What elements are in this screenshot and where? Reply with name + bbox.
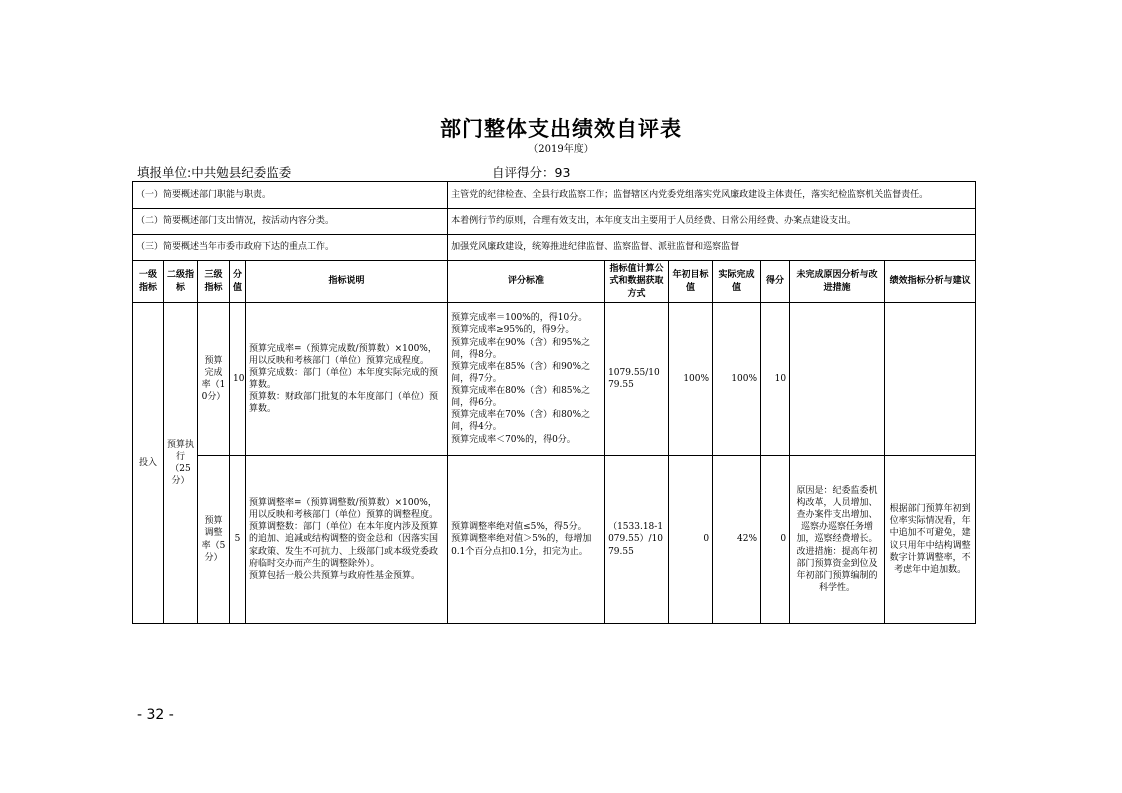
- summary-content: 本着例行节约原则，合理有效支出，本年度支出主要用于人员经费、日常公用经费、办案点建设支出。: [448, 209, 976, 235]
- header-level1: 一级指标: [133, 261, 164, 303]
- desc-line: 预算完成率=（预算完成数/预算数）×100%，用以反映和考核部门（单位）预算完成程度。: [249, 343, 437, 366]
- header-target: 年初目标值: [669, 261, 713, 303]
- header-formula: 指标值计算公式和数据获取方式: [605, 261, 669, 303]
- summary-label: （二）简要概述部门支出情况，按活动内容分类。: [133, 209, 448, 235]
- criteria-line: 预算完成率在90%（含）和95%之间，得8分。: [451, 337, 591, 360]
- summary-row: [133, 182, 976, 209]
- reporting-unit: 填报单位:中共勉县纪委监委: [137, 165, 292, 180]
- target-cell: 100%: [669, 303, 713, 456]
- header-criteria: 评分标准: [448, 261, 605, 303]
- score-cell: 10: [761, 303, 790, 456]
- desc-cell: [246, 456, 448, 624]
- actual-cell: 100%: [713, 303, 761, 456]
- criteria-line: 预算完成率＜70%的，得0分。: [451, 434, 576, 445]
- table-row: [133, 303, 976, 456]
- criteria-line: 预算完成率在70%（含）和80%之间，得4分。: [451, 410, 591, 433]
- desc-cell: [246, 303, 448, 456]
- criteria-line: 预算调整率绝对值≤5%，得5分。: [451, 522, 587, 533]
- summary-row: [133, 209, 976, 235]
- reason-cell: 原因是：纪委监委机构改革，人员增加、查办案件支出增加、巡察办巡察任务增加，巡察经费增长。改进措施：提高年初部门预算资金到位及年初部门预算编制的科学性。: [790, 456, 885, 624]
- desc-line: 预算包括一般公共预算与政府性基金预算。: [249, 570, 421, 581]
- header-score: 得分: [761, 261, 790, 303]
- table-row: [133, 456, 976, 624]
- year-label: （2019年度）: [528, 144, 594, 155]
- actual-cell: 42%: [713, 456, 761, 624]
- criteria-line: 预算完成率≥95%的，得9分。: [451, 325, 575, 336]
- level3-cell: 预算调整率（5分）: [198, 456, 230, 624]
- desc-line: 预算完成数：部门（单位）本年度实际完成的预算数。: [249, 367, 439, 390]
- summary-label: （三）简要概述当年市委市政府下达的重点工作。: [133, 235, 448, 261]
- header-row: [133, 261, 976, 303]
- criteria-cell: [448, 456, 605, 624]
- criteria-line: 预算完成率在85%（含）和90%之间，得7分。: [451, 361, 591, 384]
- score-cell: 0: [761, 456, 790, 624]
- formula-cell: 1079.55/1079.55: [605, 303, 669, 456]
- header-level3: 三级指标: [198, 261, 230, 303]
- summary-row: [133, 235, 976, 261]
- target-cell: 0: [669, 456, 713, 624]
- suggest-cell: 根据部门预算年初到位率实际情况看，年中追加不可避免，建议只用年中结构调整数字计算调整率，不考虑年中追加数。: [885, 456, 976, 624]
- evaluation-table: [132, 181, 976, 624]
- header-level2: 二级指标: [164, 261, 198, 303]
- header-reason: 未完成原因分析与改进措施: [790, 261, 885, 303]
- page-title: 部门整体支出绩效自评表: [440, 117, 682, 141]
- level3-cell: 预算完成率（10分）: [198, 303, 230, 456]
- header-desc: 指标说明: [246, 261, 448, 303]
- suggest-cell: [885, 303, 976, 456]
- header-actual: 实际完成值: [713, 261, 761, 303]
- desc-line: 预算调整数：部门（单位）在本年度内涉及预算的追加、追减或结构调整的资金总和（因落实国家政策、发生不可抗力、上级部门或本级党委政府临时交办而产生的调整除外）。: [249, 522, 439, 569]
- summary-content: 主管党的纪律检查、全县行政监察工作；监督辖区内党委党组落实党风廉政建设主体责任，落实纪检监察机关监督责任。: [448, 182, 976, 209]
- self-score: 自评得分：93: [492, 165, 571, 180]
- page-number: - 32 -: [137, 707, 174, 723]
- header-weight: 分值: [230, 261, 246, 303]
- criteria-cell: [448, 303, 605, 456]
- header-suggest: 绩效指标分析与建议: [885, 261, 976, 303]
- weight-cell: 10: [230, 303, 246, 456]
- criteria-line: 预算完成率在80%（含）和85%之间，得6分。: [451, 386, 591, 409]
- desc-line: 预算数：财政部门批复的本年度部门（单位）预算数。: [249, 392, 439, 415]
- criteria-line: 预算完成率＝100%的，得10分。: [451, 313, 588, 324]
- criteria-line: 预算调整率绝对值＞5%的，每增加0.1个百分点扣0.1分，扣完为止。: [451, 534, 592, 557]
- formula-cell: （1533.18-1079.55）/1079.55: [605, 456, 669, 624]
- desc-line: 预算调整率=（预算调整数/预算数）×100%，用以反映和考核部门（单位）预算的调整程度。: [249, 498, 439, 521]
- summary-content: 加强党风廉政建设，统筹推进纪律监督、监察监督、派驻监督和巡察监督: [448, 235, 976, 261]
- reason-cell: [790, 303, 885, 456]
- weight-cell: 5: [230, 456, 246, 624]
- level2-cell: 预算执行（25分）: [164, 303, 198, 624]
- summary-label: （一）简要概述部门职能与职责。: [133, 182, 448, 209]
- level1-cell: 投入: [133, 303, 164, 624]
